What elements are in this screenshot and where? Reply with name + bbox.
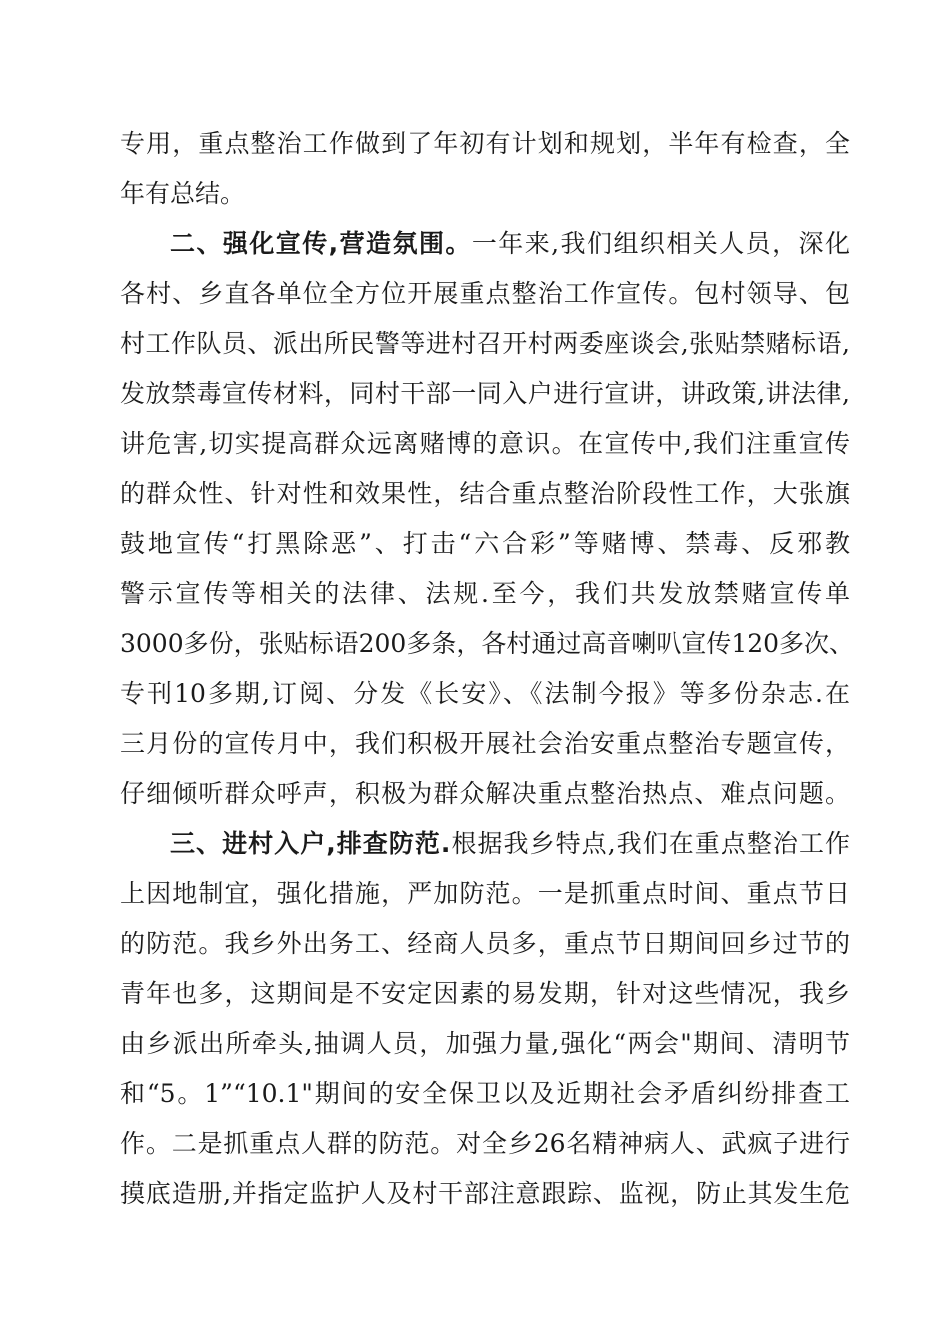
paragraph-3-line-3: 的防范。我乡外出务工、经商人员多，重点节日期间回乡过节的 [120,929,850,958]
paragraph-3-line-8: 摸底造册,并指定监护人及村干部注意跟踪、监视，防止其发生危 [120,1179,850,1208]
paragraph-1-line-2: 年有总结。 [120,179,246,208]
paragraph-3-line-5: 由乡派出所牵头,抽调人员，加强力量,强化“两会"期间、清明节 [120,1029,850,1058]
paragraph-2-line-11: 三月份的宣传月中，我们积极开展社会治安重点整治专题宣传， [120,729,850,758]
paragraph-3-line-1-text: 根据我乡特点,我们在重点整治工作 [450,829,850,858]
paragraph-2-line-1-text: 一年来,我们组织相关人员，深化 [471,229,850,258]
paragraph-3-line-1 [170,822,850,866]
paragraph-2-line-7: 鼓地宣传“打黑除恶”、打击“六合彩”等赌博、禁毒、反邪教 [120,529,850,558]
section-heading-3: 三、进村入户,排查防范. [170,829,451,858]
paragraph-3-line-7: 作。二是抓重点人群的防范。对全乡26名精神病人、武疯子进行 [120,1129,850,1158]
paragraph-2-line-3: 村工作队员、派出所民警等进村召开村两委座谈会,张贴禁赌标语, [120,329,850,358]
paragraph-2-line-8: 警示宣传等相关的法律、法规.至今，我们共发放禁赌宣传单 [120,579,850,608]
paragraph-3-line-6: 和“5。1”“10.1"期间的安全保卫以及近期社会矛盾纠纷排查工 [120,1079,850,1108]
paragraph-2-line-1 [170,222,850,266]
paragraph-2-line-6: 的群众性、针对性和效果性，结合重点整治阶段性工作，大张旗 [120,479,850,508]
paragraph-3-line-4: 青年也多，这期间是不安定因素的易发期，针对这些情况，我乡 [120,979,850,1008]
paragraph-2-line-4: 发放禁毒宣传材料，同村干部一同入户进行宣讲，讲政策,讲法律, [120,379,850,408]
paragraph-2-line-10: 专刊10多期,订阅、分发《长安》、《法制今报》等多份杂志.在 [120,679,850,708]
paragraph-2-line-9: 3000多份，张贴标语200多条，各村通过高音喇叭宣传120多次、 [120,629,855,658]
paragraph-1-line-1: 专用，重点整治工作做到了年初有计划和规划，半年有检查，全 [120,129,850,158]
paragraph-2-line-2: 各村、乡直各单位全方位开展重点整治工作宣传。包村领导、包 [120,279,850,308]
paragraph-2-line-5: 讲危害,切实提高群众远离赌博的意识。在宣传中,我们注重宣传 [120,429,850,458]
section-heading-2: 二、强化宣传,营造氛围。 [170,229,472,258]
paragraph-2-line-12: 仔细倾听群众呼声，积极为群众解决重点整治热点、难点问题。 [120,779,850,808]
paragraph-3-line-2: 上因地制宜，强化措施，严加防范。一是抓重点时间、重点节日 [120,879,850,908]
